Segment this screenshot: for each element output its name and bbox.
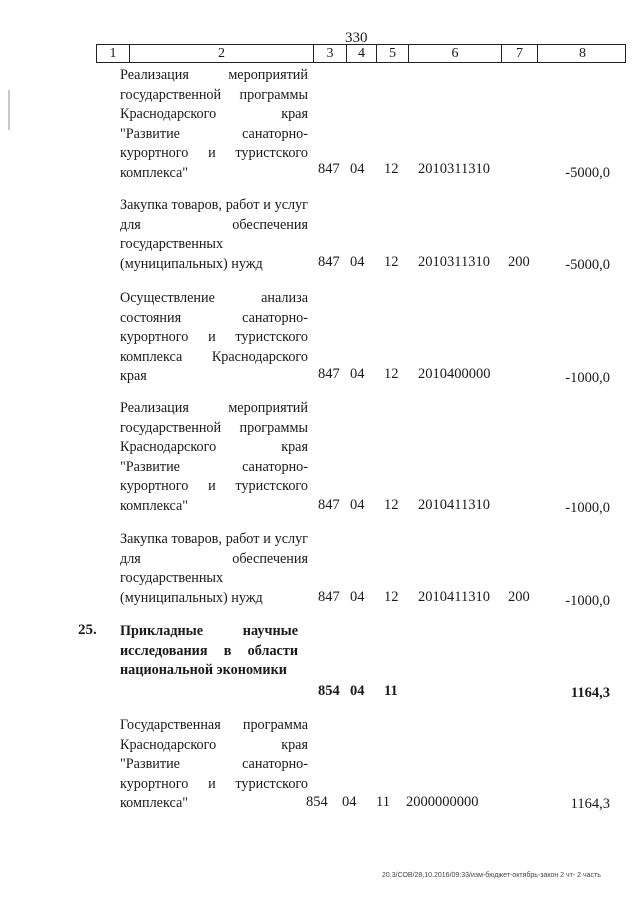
row-rz: 04 — [350, 589, 365, 605]
header-col-6: 6 — [409, 45, 502, 62]
row-adm: 854 — [306, 794, 328, 810]
row-description: Реализация мероприятий государственной программы Краснодарского края "Развитие санаторно-курортного и туристского комплекса" — [120, 67, 308, 181]
row-sum: -5000,0 — [565, 257, 610, 273]
row-rz: 04 — [350, 683, 365, 699]
row-sum: -1000,0 — [565, 370, 610, 386]
header-col-3: 3 — [314, 45, 347, 62]
row-pr: 11 — [376, 794, 390, 810]
row-rz: 04 — [342, 794, 357, 810]
row-pr: 12 — [384, 366, 399, 382]
row-sum: -5000,0 — [565, 165, 610, 181]
row-adm: 847 — [318, 366, 340, 382]
row-description: Государственная программа Краснодарского края "Развитие санаторно-курортного и туристского комплекса" — [120, 717, 308, 811]
scan-margin-mark — [8, 90, 10, 130]
row-sum: 1164,3 — [570, 796, 610, 812]
row-rz: 04 — [350, 497, 365, 513]
row-adm: 847 — [318, 254, 340, 270]
row-description: Реализация мероприятий государственной программы Краснодарского края "Развитие санаторно-курортного и туристского комплекса" — [120, 400, 308, 514]
row-csr: 2010311310 — [418, 254, 490, 270]
row-rz: 04 — [350, 366, 365, 382]
document-footer: 20.3/СОВ/28.10.2016/09:33/изм-бюджет-октябрь-закон 2 чт- 2 часть — [382, 872, 601, 879]
header-col-4: 4 — [347, 45, 377, 62]
row-rz: 04 — [350, 161, 365, 177]
row-pr: 12 — [384, 497, 399, 513]
row-csr: 2010400000 — [418, 366, 491, 382]
row-pr: 12 — [384, 161, 399, 177]
row-description: Прикладные научные исследования в области национальной экономики — [120, 623, 298, 678]
row-csr: 2000000000 — [406, 794, 479, 810]
row-sum: -1000,0 — [565, 593, 610, 609]
header-col-1: 1 — [97, 45, 130, 62]
row-adm: 847 — [318, 497, 340, 513]
page-number: 330 — [345, 30, 368, 46]
row-sum: 1164,3 — [570, 685, 610, 701]
row-description: Осуществление анализа состояния санаторно-курортного и туристского комплекса Краснодарского края — [120, 290, 308, 384]
row-number: 25. — [78, 622, 97, 638]
row-adm: 847 — [318, 589, 340, 605]
row-pr: 11 — [384, 683, 398, 699]
row-pr: 12 — [384, 589, 399, 605]
header-col-2: 2 — [130, 45, 314, 62]
row-adm: 854 — [318, 683, 340, 699]
row-rz: 04 — [350, 254, 365, 270]
row-pr: 12 — [384, 254, 399, 270]
row-adm: 847 — [318, 161, 340, 177]
table-header — [96, 44, 626, 63]
header-col-5: 5 — [377, 45, 409, 62]
header-col-8: 8 — [579, 46, 586, 61]
row-vr: 200 — [508, 589, 530, 605]
row-description: Закупка товаров, работ и услуг для обеспечения государственных (муниципальных) нужд — [120, 197, 308, 272]
row-description: Закупка товаров, работ и услуг для обеспечения государственных (муниципальных) нужд — [120, 531, 308, 606]
header-col-7: 7 — [502, 45, 538, 62]
row-vr: 200 — [508, 254, 530, 270]
row-sum: -1000,0 — [565, 500, 610, 516]
row-csr: 2010311310 — [418, 161, 490, 177]
row-csr: 2010411310 — [418, 497, 490, 513]
row-csr: 2010411310 — [418, 589, 490, 605]
